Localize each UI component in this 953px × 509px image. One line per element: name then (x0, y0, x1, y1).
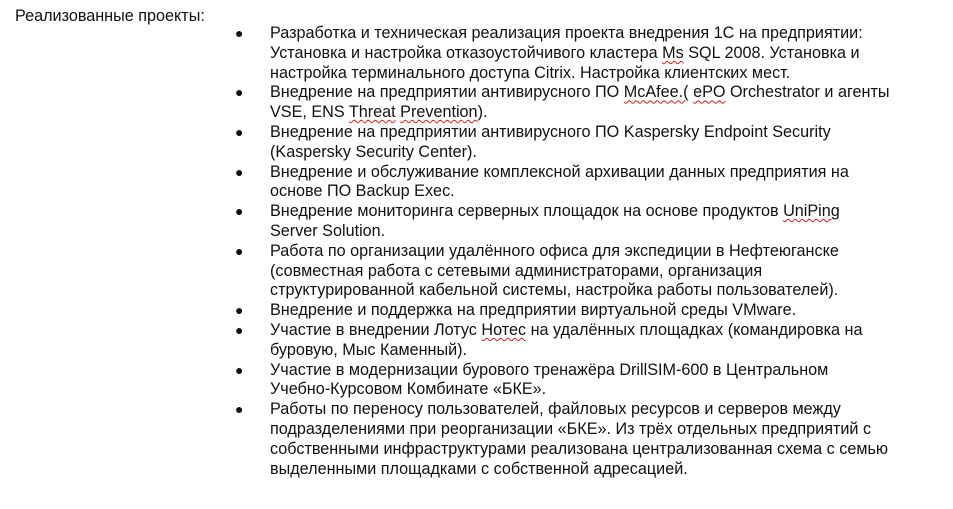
project-text-line (270, 262, 932, 282)
text-segment: подразделениями при реорганизации «БКЕ». Из трёх отдельных предприятий с (270, 419, 872, 438)
spellcheck-flagged-word: Prevention (400, 103, 478, 122)
text-segment: Работа по организации удалённого офиса для экспедиции в Нефтеюганске (270, 241, 839, 260)
spellcheck-flagged-word: ePO (693, 83, 726, 102)
project-text-line (270, 163, 932, 183)
section-heading: Реализованные проекты: (15, 7, 205, 25)
bullet-icon: ● (235, 302, 244, 319)
project-text-line (270, 361, 932, 381)
project-text-line (270, 64, 932, 84)
spellcheck-flagged-word: Нотес (481, 320, 527, 339)
bullet-icon: ● (235, 203, 244, 220)
project-item (232, 400, 932, 479)
project-text-line (270, 24, 932, 44)
project-item (232, 24, 932, 83)
project-text-line (270, 460, 932, 480)
project-text-line (270, 400, 932, 420)
text-segment: на удалённых площадках (командировка на (526, 320, 863, 339)
project-item (232, 242, 932, 301)
project-text-line (270, 222, 932, 242)
text-segment: Разработка и техническая реализация проекта внедрения 1С на предприятии: (270, 24, 863, 42)
text-segment: Server Solution. (270, 221, 386, 240)
project-text-line (270, 44, 932, 64)
project-item (232, 123, 932, 163)
project-item (232, 321, 932, 361)
project-text-line (270, 242, 932, 262)
text-segment: выделенными площадками с собственной адресацией. (270, 459, 688, 478)
bullet-icon: ● (235, 84, 244, 101)
project-item (232, 83, 932, 123)
project-item (232, 361, 932, 401)
text-segment: Внедрение на предприятии антивирусного ПО Kaspersky Endpoint Security (270, 122, 831, 141)
bullet-icon: ● (235, 401, 244, 418)
project-text-line (270, 123, 932, 143)
text-segment: Внедрение и поддержка на предприятии виртуальной среды VMware. (270, 301, 797, 320)
project-text-line (270, 440, 932, 460)
spellcheck-flagged-word: Threat (348, 103, 396, 122)
text-segment: основе ПО Backup Exec. (270, 182, 455, 201)
text-segment: VSE, ENS (270, 103, 349, 122)
text-segment: Установка и настройка отказоустойчивого кластера (270, 43, 663, 62)
text-segment: Orchestrator и агенты (725, 83, 890, 102)
bullet-icon: ● (235, 123, 244, 140)
project-text-line (270, 420, 932, 440)
project-text-line (270, 301, 932, 321)
spellcheck-flagged-word: UniPing (783, 202, 840, 221)
text-segment: (совместная работа с сетевыми администраторами, организация (270, 261, 763, 280)
project-text-line (270, 182, 932, 202)
project-list (232, 24, 932, 479)
text-segment: структурированной кабельной системы, настройка работы пользователей). (270, 281, 839, 300)
project-item (232, 202, 932, 242)
text-segment: буровую, Мыс Каменный). (270, 340, 468, 359)
project-text-line (270, 321, 932, 341)
project-text-line (270, 143, 932, 163)
project-text-line (270, 202, 932, 222)
bullet-icon: ● (235, 163, 244, 180)
text-segment: Внедрение мониторинга серверных площадок на основе продуктов (270, 202, 784, 221)
bullet-icon: ● (235, 361, 244, 378)
project-item (232, 163, 932, 203)
bullet-icon: ● (235, 321, 244, 338)
text-segment: Учебно-Курсовом Комбинате «БКЕ». (270, 380, 547, 399)
project-text-line (270, 103, 932, 123)
text-segment: Участие в модернизации бурового тренажёра DrillSIM-600 в Центральном (270, 360, 829, 379)
text-segment: (Kaspersky Security Center). (270, 142, 477, 161)
project-item (232, 301, 932, 321)
bullet-icon: ● (235, 25, 244, 41)
text-segment: SQL 2008. Установка и (683, 43, 860, 62)
project-text-line (270, 281, 932, 301)
text-segment: Внедрение и обслуживание комплексной архивации данных предприятия на (270, 162, 849, 181)
text-segment: настройка терминального доступа Citrix. Настройка клиентских мест. (270, 63, 791, 82)
spellcheck-flagged-word: McAfee.( (623, 83, 689, 102)
text-segment: Работы по переносу пользователей, файловых ресурсов и серверов между (270, 400, 841, 419)
bullet-icon: ● (235, 242, 244, 259)
text-segment: собственными инфраструктурами реализована централизованная схема с семью (270, 439, 889, 458)
project-text-line (270, 83, 932, 103)
project-text-line (270, 341, 932, 361)
text-segment: Участие в внедрении Лотус (270, 320, 482, 339)
spellcheck-flagged-word: Ms (662, 43, 684, 62)
text-segment: ). (477, 103, 488, 122)
project-text-line (270, 380, 932, 400)
text-segment: Внедрение на предприятии антивирусного ПО (270, 83, 624, 102)
